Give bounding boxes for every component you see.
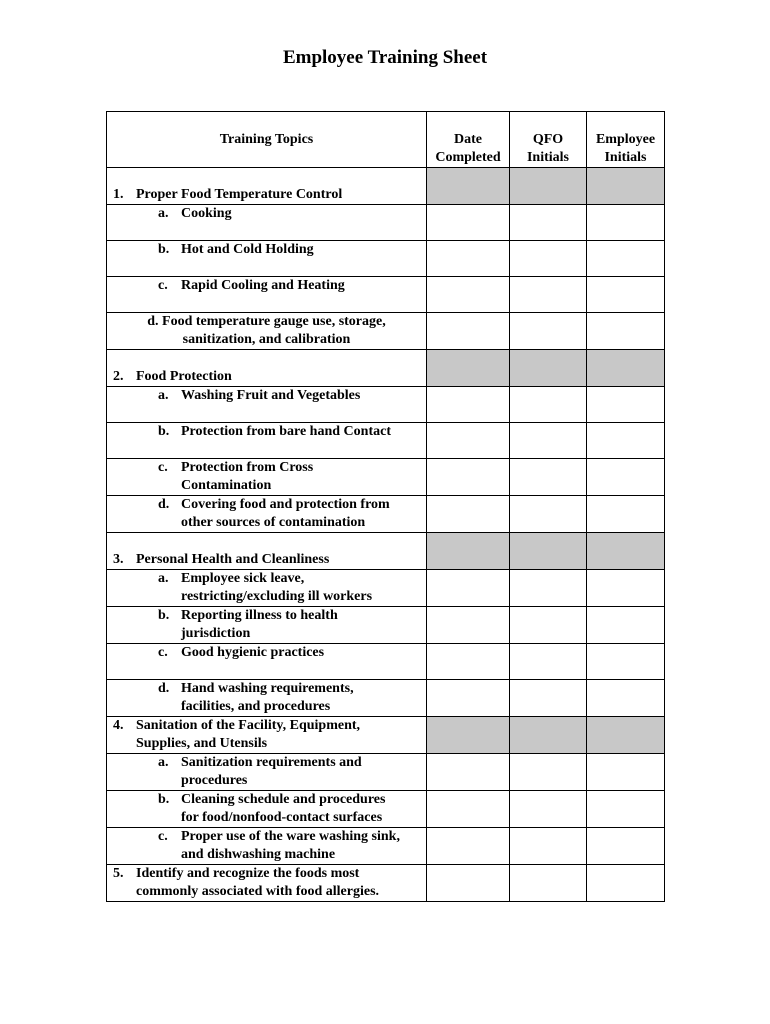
table-row [107,533,665,570]
table-row [107,828,665,865]
date-cell[interactable] [427,313,510,350]
document-title: Employee Training Sheet [282,47,488,68]
employee-cell[interactable] [587,570,665,607]
employee-cell[interactable] [587,828,665,865]
topic-3d: d. Hand washing requirements, facilities, and procedures [107,680,427,717]
employee-cell[interactable] [587,205,665,241]
topic-1a: a. Cooking [107,205,427,241]
table-row [107,241,665,277]
table-row [107,754,665,791]
topic-4a: a. Sanitization requirements and procedures [107,754,427,791]
employee-cell[interactable] [587,791,665,828]
qfo-cell [510,168,587,205]
date-cell[interactable] [427,277,510,313]
topic-2d: d. Covering food and protection from other sources of contamination [107,496,427,533]
section-4-heading: 4. Sanitation of the Facility, Equipment, Supplies, and Utensils [107,717,427,754]
date-cell[interactable] [427,459,510,496]
table-row [107,277,665,313]
qfo-cell[interactable] [510,754,587,791]
employee-cell [587,717,665,754]
section-1-heading: 1. Proper Food Temperature Control [107,168,427,205]
employee-cell[interactable] [587,607,665,644]
table-row [107,865,665,902]
training-table [106,111,665,902]
date-cell[interactable] [427,570,510,607]
header-qfo-initials: QFO Initials [510,112,587,168]
employee-cell[interactable] [587,387,665,423]
date-cell [427,717,510,754]
table-row [107,168,665,205]
table-row [107,717,665,754]
topic-2c: c. Protection from Cross Contamination [107,459,427,496]
qfo-cell[interactable] [510,459,587,496]
date-cell[interactable] [427,644,510,680]
employee-cell[interactable] [587,423,665,459]
section-2-heading: 2. Food Protection [107,350,427,387]
header-employee-initials: Employee Initials [587,112,665,168]
qfo-cell[interactable] [510,496,587,533]
date-cell[interactable] [427,754,510,791]
topic-3c: c. Good hygienic practices [107,644,427,680]
table-row [107,496,665,533]
qfo-cell[interactable] [510,828,587,865]
topic-1c: c. Rapid Cooling and Heating [107,277,427,313]
table-row [107,644,665,680]
employee-cell[interactable] [587,277,665,313]
qfo-cell [510,717,587,754]
section-5-heading: 5. Identify and recognize the foods most commonly associated with food allergies. [107,865,427,902]
employee-cell[interactable] [587,644,665,680]
date-cell[interactable] [427,791,510,828]
date-cell[interactable] [427,205,510,241]
date-cell [427,168,510,205]
qfo-cell[interactable] [510,865,587,902]
date-cell[interactable] [427,828,510,865]
topic-3b: b. Reporting illness to health jurisdiction [107,607,427,644]
employee-cell[interactable] [587,680,665,717]
qfo-cell[interactable] [510,423,587,459]
topic-1b: b. Hot and Cold Holding [107,241,427,277]
employee-cell [587,350,665,387]
qfo-cell[interactable] [510,205,587,241]
qfo-cell[interactable] [510,607,587,644]
table-row [107,607,665,644]
topic-2b: b. Protection from bare hand Contact [107,423,427,459]
date-cell [427,350,510,387]
date-cell[interactable] [427,241,510,277]
employee-cell[interactable] [587,459,665,496]
qfo-cell[interactable] [510,570,587,607]
qfo-cell[interactable] [510,241,587,277]
topic-4c: c. Proper use of the ware washing sink, and dishwashing machine [107,828,427,865]
table-row [107,680,665,717]
date-cell [427,533,510,570]
employee-cell[interactable] [587,865,665,902]
table-row [107,459,665,496]
employee-cell[interactable] [587,241,665,277]
qfo-cell [510,350,587,387]
table-row [107,570,665,607]
table-row [107,423,665,459]
topic-4b: b. Cleaning schedule and procedures for food/nonfood-contact surfaces [107,791,427,828]
date-cell[interactable] [427,387,510,423]
header-training-topics: Training Topics [107,112,427,168]
employee-cell[interactable] [587,313,665,350]
section-3-heading: 3. Personal Health and Cleanliness [107,533,427,570]
qfo-cell [510,533,587,570]
employee-cell[interactable] [587,754,665,791]
qfo-cell[interactable] [510,387,587,423]
employee-cell[interactable] [587,496,665,533]
header-date-completed: Date Completed [427,112,510,168]
qfo-cell[interactable] [510,791,587,828]
date-cell[interactable] [427,680,510,717]
table-header-row [107,112,665,168]
qfo-cell[interactable] [510,277,587,313]
date-cell[interactable] [427,865,510,902]
date-cell[interactable] [427,496,510,533]
qfo-cell[interactable] [510,644,587,680]
topic-2a: a. Washing Fruit and Vegetables [107,387,427,423]
table-row [107,313,665,350]
table-row [107,205,665,241]
date-cell[interactable] [427,607,510,644]
date-cell[interactable] [427,423,510,459]
table-row [107,387,665,423]
topic-1d: d. Food temperature gauge use, storage, sanitization, and calibration [107,313,427,350]
table-row [107,791,665,828]
qfo-cell[interactable] [510,313,587,350]
table-row [107,350,665,387]
employee-cell [587,168,665,205]
employee-cell [587,533,665,570]
qfo-cell[interactable] [510,680,587,717]
topic-3a: a. Employee sick leave, restricting/excluding ill workers [107,570,427,607]
